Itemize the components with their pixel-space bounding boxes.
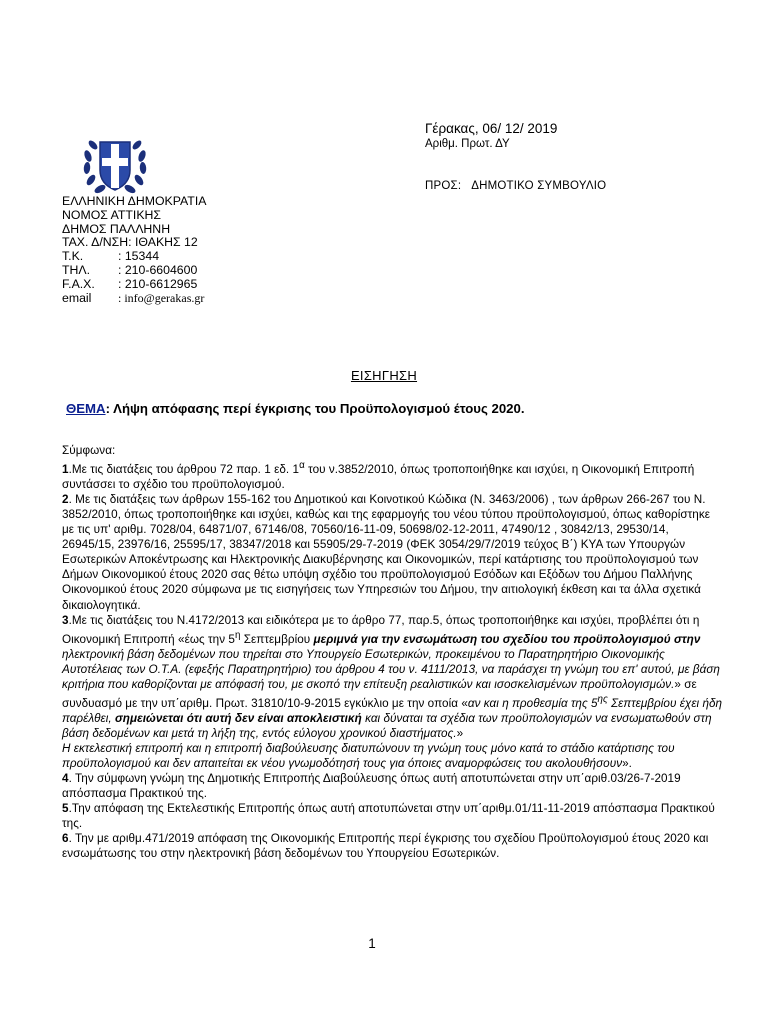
document-heading: ΕΙΣΗΓΗΣΗ — [350, 368, 418, 383]
email-value: : info@gerakas.gr — [118, 290, 205, 305]
intro-line: Σύμφωνα: — [62, 444, 116, 457]
sender-email-row — [62, 292, 206, 306]
sender-fax-row — [62, 278, 206, 292]
fax-value: : 210-6612965 — [118, 276, 198, 291]
document-body — [62, 443, 724, 861]
sender-municipality: ΔΗΜΟΣ ΠΑΛΛΗΝΗ — [62, 221, 171, 236]
sender-prefecture: ΝΟΜΟΣ ΑΤΤΙΚΗΣ — [62, 207, 162, 222]
phone-value: : 210-6604600 — [118, 262, 198, 277]
recipient-value: ΔΗΜΟΤΙΚΟ ΣΥΜΒΟΥΛΙΟ — [471, 180, 607, 192]
protocol-number: Αριθμ. Πρωτ. ΔΥ — [425, 138, 510, 150]
recipient-label: ΠΡΟΣ: — [425, 180, 462, 192]
postcode-value: : 15344 — [118, 249, 160, 264]
subject-label: ΘΕΜΑ — [66, 401, 106, 416]
sender-address-row — [62, 236, 206, 250]
paragraph-4: 4. Την σύμφωνη γνώμη της Δημοτικής Επιτροπής Διαβούλευσης όπως αυτή αποτυπώνεται στην υπ΄αριθ.03/26-7-2019 απόσπασμα Πρακτικού της. — [62, 771, 681, 801]
address-label: ΤΑΧ. Δ/ΝΣΗ: — [62, 235, 132, 250]
email-label: email — [62, 290, 92, 305]
page-number: 1 — [368, 936, 376, 951]
place-date: Γέρακας, 06/ 12/ 2019 — [425, 121, 558, 136]
recipient — [425, 180, 606, 192]
paragraph-3: 3.Με τις διατάξεις του Ν.4172/2013 και ειδικότερα με το άρθρο 77, παρ.5, όπως τροποποιήθηκε και ισχύει, προβλέπει ότι η Οικονομική Επιτροπή «έως την $5^\eta$ Σεπτεμβρίου μεριμνά για την ενσωμάτωση του σχεδίου του προϋπολογισμού στην ηλεκτρονική βάση δεδομένων που τηρείται στο Υπουργείο Εσωτερικών, προκειμένου το Παρατηρητήριο Οικονομικής Αυτοτέλειας των Ο.Τ.Α. (εφεξής Παρατηρητήριο) του άρθρου 4 του ν. 4111/2013, να παράσχει τη γνώμη του επ' αυτού, με βάση κριτήρια που καθορίζονται με απόφασή του, με σκοπό την επίτευξη ρεαλιστικών και ισοσκελισμένων προϋπολογισμών.» σε συνδυασμό με την υπ΄αριθμ. Πρωτ. 31810/10-9-2015 εγκύκλιο με την οποία «αν και η προθεσμία της $5^{\eta\varsigma}$ Σεπτεμβρίου έχει ήδη παρέλθει, σημειώνεται ότι αυτή δεν είναι αποκλειστική και δύναται τα σχέδια των προϋπολογισμών να ενσωματωθούν στη βάση δεδομένων και μετά τη λήξη της, εντός εύλογου χρονικού διαστήματος.» Η εκτελεστική επιτροπή και η επιτροπή διαβούλευσης διατυπώνουν τη γνώμη τους μόνο κατά το στάδιο κατάρτισης του προϋπολογισμού και δεν απαιτείται εκ νέου γνωμοδότησή τους για όποιες αναμορφώσεις του ακολουθήσουν». — [62, 613, 723, 770]
sender-republic: ΕΛΛΗΝΙΚΗ ΔΗΜΟΚΡΑΤΙΑ — [62, 194, 207, 208]
paragraph-6: 6. Την με αριθμ.471/2019 απόφαση της Οικονομικής Επιτροπής περί έγκρισης του σχεδίου Προϋπολογισμού έτους 2020 και ενσωμάτωσης του στην ηλεκτρονική βάση δεδομένων του Υπουργείου Εσωτερικών. — [62, 832, 709, 861]
sender-phone-row — [62, 264, 206, 278]
cross-horizontal — [102, 158, 128, 166]
postcode-label: Τ.Κ. — [62, 249, 84, 264]
fax-label: F.A.X. — [62, 276, 95, 291]
paragraph-5: 5.Την απόφαση της Εκτελεστικής Επιτροπής όπως αυτή αποτυπώνεται στην υπ΄αριθμ.01/11-11-2019 απόσπασμα Πρακτικού της. — [62, 802, 715, 831]
sender-postcode-row — [62, 250, 206, 264]
subject-line: ΘΕΜΑ: Λήψη απόφασης περί έγκρισης του Προϋπολογισμού έτους 2020. — [66, 401, 525, 416]
phone-label: ΤΗΛ. — [62, 262, 91, 277]
paragraph-1: 1.Με τις διατάξεις του άρθρου 72 παρ. 1 εδ. $1^\alpha$ του ν.3852/2010, όπως τροποποιήθηκε και ισχύει, η Οικονομική Επιτροπή συντάσσει το σχέδιο του προϋπολογισμού. — [62, 460, 695, 492]
paragraph-2: 2. Με τις διατάξεις των άρθρων 155-162 του Δημοτικού και Κοινοτικού Κώδικα (Ν. 3463/2006) , των άρθρων 266-267 του Ν. 3852/2010, όπως τροποποιήθηκε και ισχύει, καθώς και της εφαρμογής του νέου τύπου προϋπολογισμού, όπως καθορίστηκε με τις υπ' αριθμ. 7028/04, 64871/07, 67146/08, 70560/16-11-09, 50698/02-12-2011, 47490/12 , 30842/13, 29530/14, 26945/15, 23976/16, 25595/17, 38347/2018 και 55905/29-7-2019 (ΦΕΚ 3054/29/7/2019 τεύχος Β΄) ΚΥΑ των Υπουργών Εσωτερικών Αποκέντρωσης και Ηλεκτρονικής Διακυβέρνησης και Οικονομικών, περί κατάρτισης του προϋπολογισμού των Δήμων Οικονομικού έτους 2020 σας θέτω υπόψη σχέδιο του προϋπολογισμού Εσόδων και Εξόδων του Δήμου Παλλήνης Οικονομικού έτους 2020 σύμφωνα με τις εισηγήσεις των Υπηρεσιών του Δήμου, την αιτιολογική έκθεση και τα άλλα σχετικά δικαιολογητικά. — [62, 493, 710, 612]
sender-block — [62, 195, 206, 305]
address-value: ΙΘΑΚΗΣ 12 — [135, 235, 198, 250]
hellenic-republic-emblem — [78, 126, 152, 200]
subject-text: Λήψη απόφασης περί έγκρισης του Προϋπολογισμού έτους 2020. — [109, 401, 525, 416]
